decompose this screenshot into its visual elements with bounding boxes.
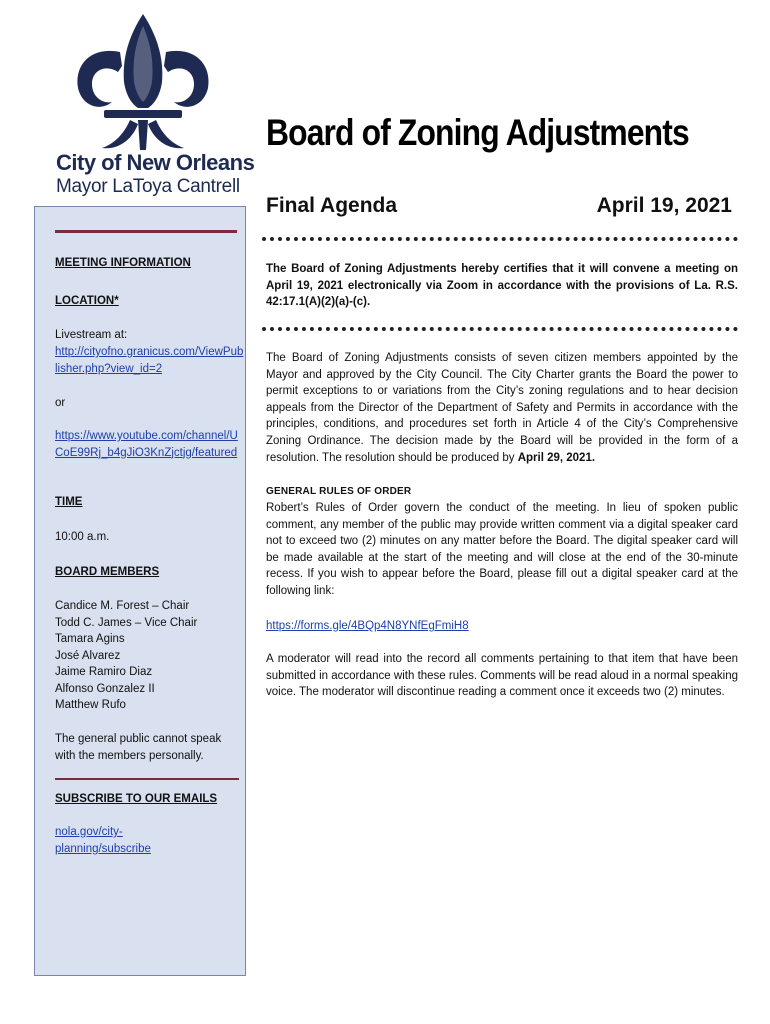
time-heading: TIME	[55, 496, 83, 508]
board-member: Tamara Agins	[55, 633, 125, 645]
fleur-de-lis-icon	[68, 12, 218, 152]
youtube-link[interactable]: https://www.youtube.com/channel/UCoE99Rj_b4gJiO3KnZjctjg/featured	[55, 430, 238, 459]
board-description	[266, 350, 738, 466]
subscribe-link[interactable]: nola.gov/city-planning/subscribe	[55, 826, 151, 855]
public-note: The general public cannot speak with the members personally.	[55, 733, 222, 762]
livestream-link[interactable]: http://cityofno.granicus.com/ViewPublisher.php?view_id=2	[55, 346, 244, 375]
location-heading: LOCATION*	[55, 295, 119, 307]
board-member: José Alvarez	[55, 649, 121, 662]
board-members-list	[55, 598, 245, 714]
city-name: City of New Orleans	[56, 150, 255, 175]
sidebar-top-rule	[55, 230, 237, 233]
agenda-label: Final Agenda	[266, 194, 398, 217]
dotted-divider	[262, 237, 738, 241]
agenda-date: April 19, 2021	[596, 194, 732, 217]
description-text: The Board of Zoning Adjustments consists of seven citizen members appointed by the Mayor and approved by the City Council. The City Charter grants the Board the power to permit exceptions to or variations from the City’s zoning regulations and to hear decision appeals from the Director of the Department of Safety and Permits in accordance with the principles, conditions, and procedures set forth in Article 4 of the City’s Comprehensive Zoning Ordinance. The decision made by the Board will be provided in the form of a resolution. The resolution should be produced by	[266, 352, 738, 464]
board-members-heading: BOARD MEMBERS	[55, 566, 160, 578]
certification-text: The Board of Zoning Adjustments hereby certifies that it will convene a meeting on April 19, 2021 electronically via Zoom in accordance with the provisions of La. R.S. 42:17.1(A)(2)(a)-(c).	[266, 263, 738, 309]
rules-text: Robert’s Rules of Order govern the conduct of the meeting. In lieu of spoken public comment, any member of the public may provide written comment via a digital speaker card not to exceed two (2) minutes on any matter before the Board. The digital speaker card will be made available at the start of the meeting and will close at the end of the 30-minute recess. If you wish to appear before the Board, please fill out a digital speaker card at the following link:	[266, 502, 738, 597]
meeting-info-sidebar	[34, 206, 246, 976]
board-member: Candice M. Forest – Chair	[55, 600, 190, 612]
board-member: Matthew Rufo	[55, 699, 126, 711]
board-member: Alfonso Gonzalez II	[55, 682, 155, 695]
speaker-card-link[interactable]: https://forms.gle/4BQp4N8YNfEgFmiH8	[266, 620, 469, 632]
resolution-date: April 29, 2021.	[517, 451, 596, 464]
board-title: Board of Zoning Adjustments	[266, 112, 689, 153]
livestream-label: Livestream at:	[55, 329, 128, 341]
mayor-name: Mayor LaToya Cantrell	[56, 176, 240, 197]
or-text: or	[55, 397, 66, 409]
time-value: 10:00 a.m.	[55, 531, 110, 543]
moderator-text: A moderator will read into the record all comments pertaining to that item that have been submitted in accordance with these rules. Comments will be read aloud in a normal speaking voice. The moderator will discontinue reading a comment once it exceeds two (2) minutes.	[266, 653, 738, 699]
meeting-info-heading: MEETING INFORMATION	[55, 257, 191, 269]
rules-heading: GENERAL RULES OF ORDER	[266, 486, 412, 497]
subscribe-heading: SUBSCRIBE TO OUR EMAILS	[55, 793, 218, 805]
sidebar-middle-rule	[55, 778, 239, 780]
board-member: Jaime Ramiro Diaz	[55, 666, 153, 678]
dotted-divider	[262, 327, 738, 331]
board-member: Todd C. James – Vice Chair	[55, 616, 198, 629]
